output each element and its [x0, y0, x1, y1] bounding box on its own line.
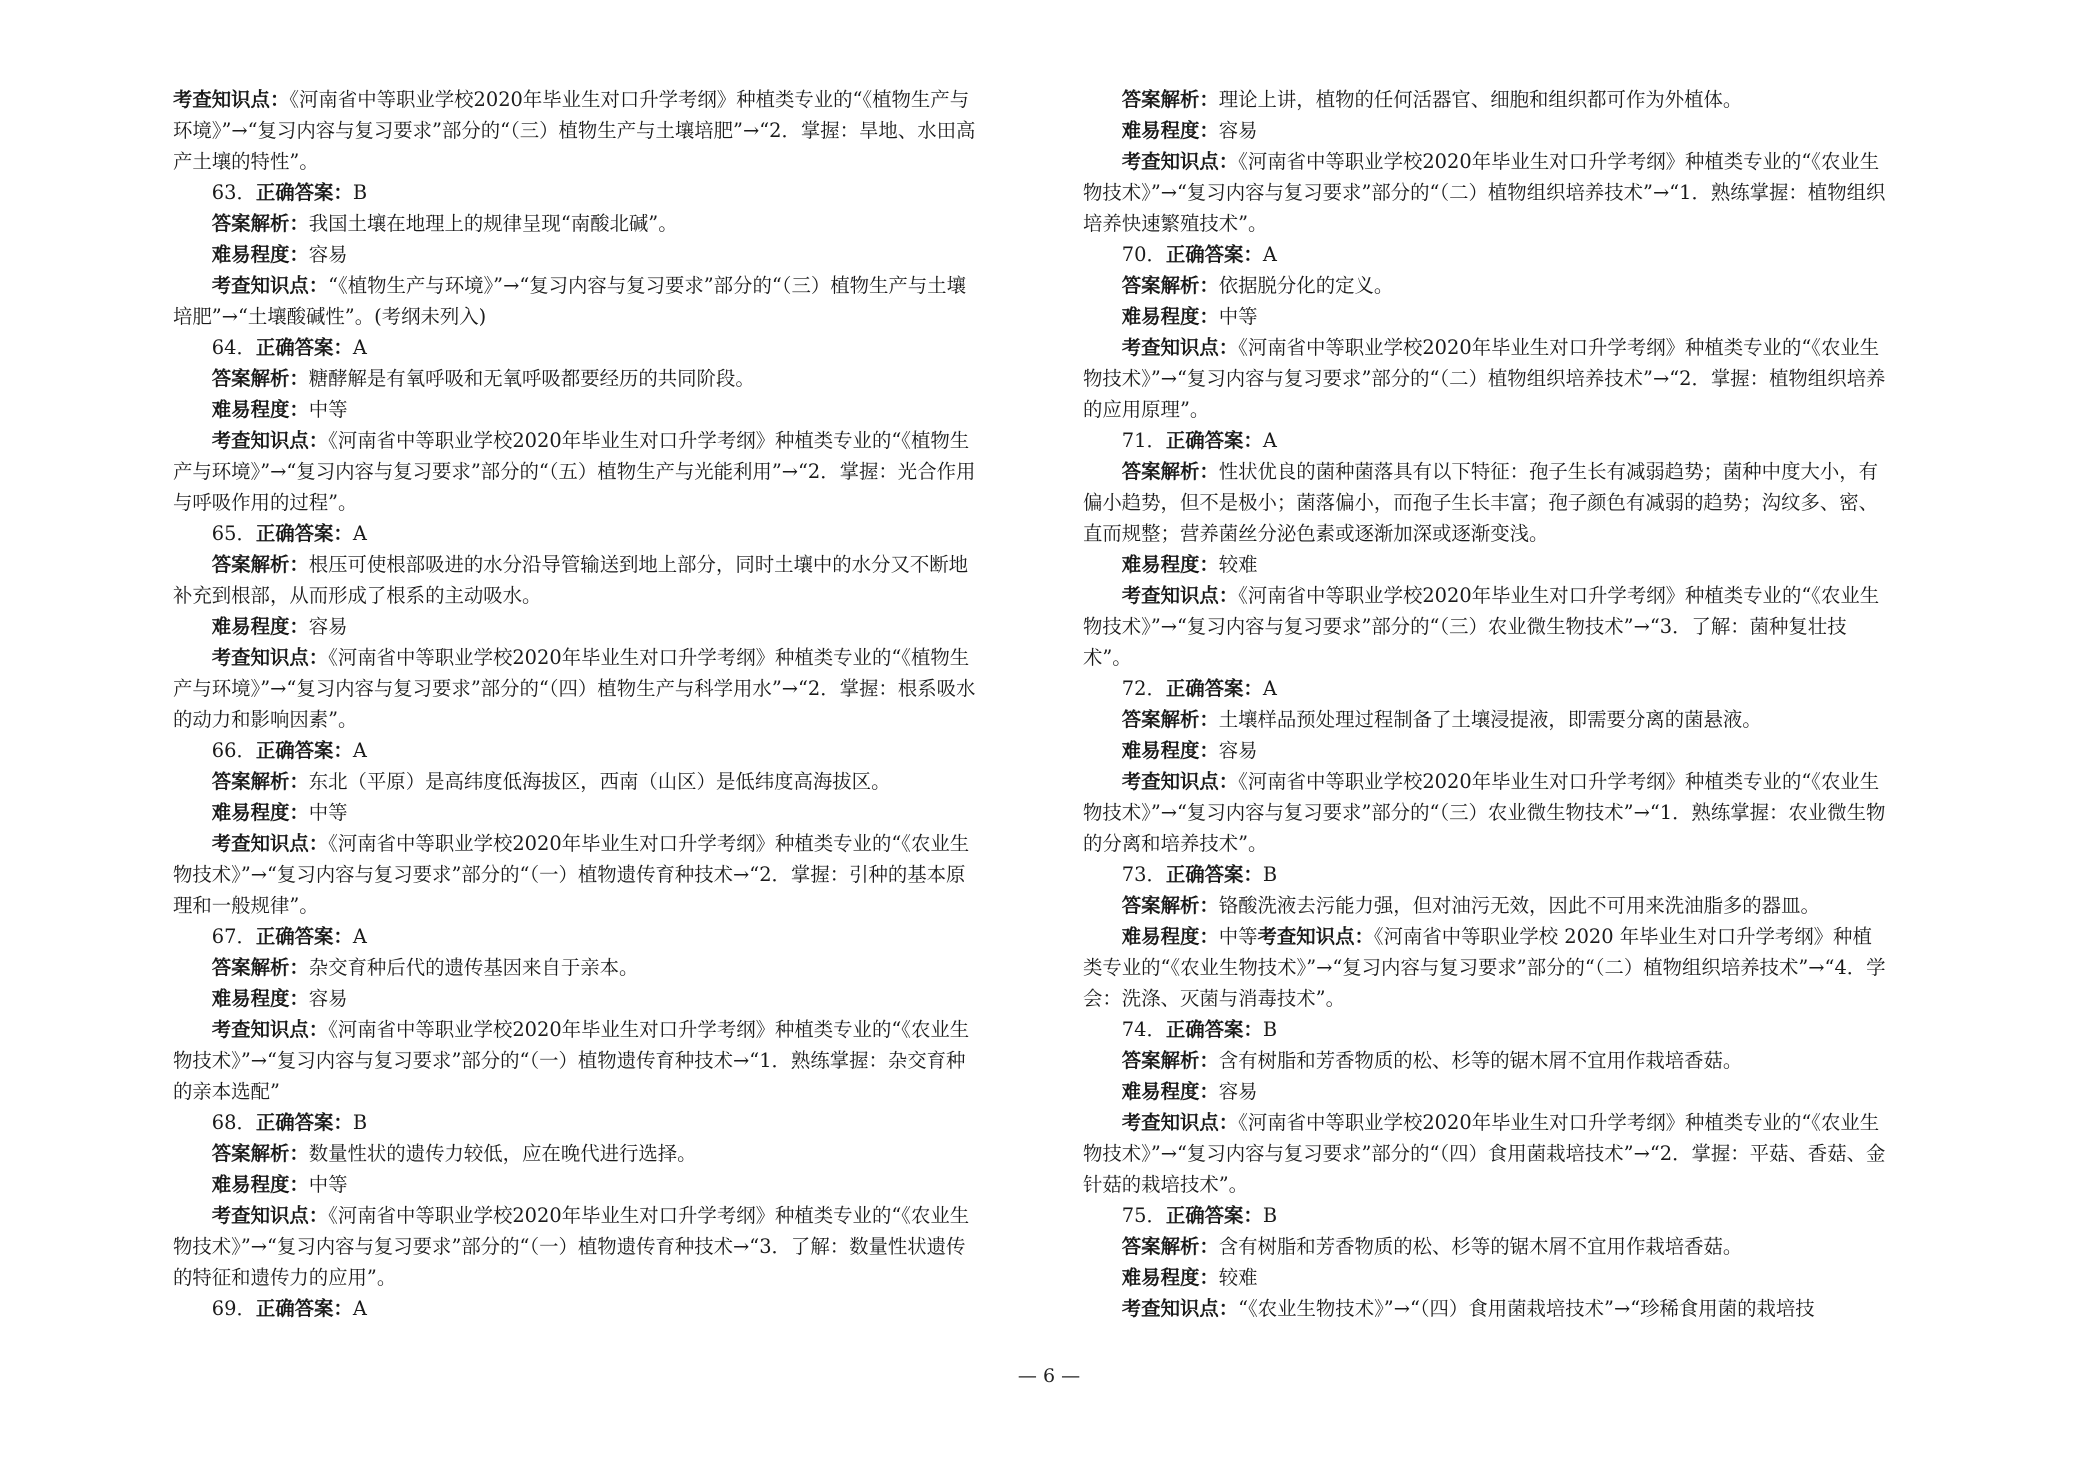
- answer-paragraph: [1083, 735, 1891, 766]
- field-text: 中等: [308, 398, 348, 421]
- question-number: 63．: [211, 181, 256, 204]
- field-text: 土壤样品预处理过程制备了土壤浸提液，即需要分离的菌悬液。: [1218, 708, 1762, 731]
- field-text: 较难: [1218, 553, 1258, 576]
- field-text: 《河南省中等职业学校2020年毕业生对口升学考纲》种植类专业的“《农业生物技术》”→“复习内容与复习要求”部分的“（三）农业微生物技术”→“3．了解：菌种复壮技术”。: [1083, 584, 1880, 669]
- question-number: 66．: [211, 739, 256, 762]
- question-number: 65．: [211, 522, 256, 545]
- answer-paragraph: [1083, 921, 1891, 1014]
- field-label: 考查知识点：: [211, 429, 329, 452]
- field-text: B: [1262, 863, 1278, 886]
- field-label: 答案解析：: [1121, 88, 1219, 111]
- question-number: 75．: [1121, 1204, 1166, 1227]
- field-label: 正确答案：: [1165, 677, 1263, 700]
- answer-paragraph: [173, 828, 981, 921]
- field-text: 中等: [1218, 305, 1258, 328]
- field-text: B: [352, 1111, 368, 1134]
- answer-heading: [1083, 1014, 1891, 1045]
- field-text: 含有树脂和芳香物质的松、杉等的锯木屑不宜用作栽培香菇。: [1218, 1049, 1743, 1072]
- field-text: 容易: [1218, 119, 1258, 142]
- field-text: 根压可使根部吸进的水分沿导管输送到地上部分，同时土壤中的水分又不断地补充到根部，从而形成了根系的主动吸水。: [173, 553, 969, 607]
- answer-paragraph: [1083, 1262, 1891, 1293]
- field-label: 难易程度：: [211, 801, 309, 824]
- answer-paragraph: [173, 394, 981, 425]
- answer-paragraph: [173, 84, 981, 177]
- answer-heading: [173, 921, 981, 952]
- field-text: “《植物生产与环境》”→“复习内容与复习要求”部分的“（三）植物生产与土壤培肥”→“土壤酸碱性”。(考纲未列入): [173, 274, 966, 328]
- question-number: 68．: [211, 1111, 256, 1134]
- field-text: 中等: [308, 1173, 348, 1196]
- answer-heading: [1083, 859, 1891, 890]
- field-text: 《河南省中等职业学校2020年毕业生对口升学考纲》种植类专业的“《农业生物技术》”→“复习内容与复习要求”部分的“（三）农业微生物技术”→“1．熟练掌握：农业微生物的分离和培养技术”。: [1083, 770, 1886, 855]
- field-label: 答案解析：: [211, 553, 309, 576]
- page-number: — 6 —: [1017, 1365, 1081, 1387]
- field-text: A: [352, 1297, 367, 1320]
- answer-paragraph: [173, 1014, 981, 1107]
- field-text: A: [352, 336, 367, 359]
- field-label: 答案解析：: [211, 956, 309, 979]
- field-label: 难易程度：: [1121, 1080, 1219, 1103]
- answer-paragraph: [1083, 1231, 1891, 1262]
- answer-paragraph: [1083, 301, 1891, 332]
- answer-paragraph: [1083, 1076, 1891, 1107]
- answer-heading: [1083, 425, 1891, 456]
- field-text: 《河南省中等职业学校2020年毕业生对口升学考纲》种植类专业的“《植物生产与环境》”→“复习内容与复习要求”部分的“（四）植物生产与科学用水”→“2．掌握：根系吸水的动力和影响因素”。: [173, 646, 976, 731]
- field-label: 难易程度：: [211, 243, 309, 266]
- field-text: 东北（平原）是高纬度低海拔区，西南（山区）是低纬度高海拔区。: [308, 770, 891, 793]
- field-label: 答案解析：: [211, 212, 309, 235]
- question-number: 73．: [1121, 863, 1166, 886]
- question-number: 67．: [211, 925, 256, 948]
- field-label: 考查知识点：: [211, 1204, 329, 1227]
- field-label: 考查知识点：: [1121, 770, 1239, 793]
- answer-paragraph: [1083, 766, 1891, 859]
- field-label: 答案解析：: [1121, 894, 1219, 917]
- field-label: 考查知识点：: [1257, 925, 1374, 948]
- question-number: 69．: [211, 1297, 256, 1320]
- field-text: 《河南省中等职业学校2020年毕业生对口升学考纲》种植类专业的“《植物生产与环境》”→“复习内容与复习要求”部分的“（五）植物生产与光能利用”→“2．掌握：光合作用与呼吸作用的过程”。: [173, 429, 976, 514]
- field-label: 答案解析：: [1121, 274, 1219, 297]
- field-label: 难易程度：: [211, 615, 309, 638]
- field-text: 《河南省中等职业学校2020年毕业生对口升学考纲》种植类专业的“《农业生物技术》”→“复习内容与复习要求”部分的“（一）植物遗传育种技术→“3．了解：数量性状遗传的特征和遗传力的应用”。: [173, 1204, 970, 1289]
- answer-paragraph: [173, 611, 981, 642]
- field-text: 容易: [308, 987, 348, 1010]
- answer-heading: [173, 518, 981, 549]
- field-text: 中等: [308, 801, 348, 824]
- field-label: 考查知识点：: [211, 832, 329, 855]
- answer-paragraph: [1083, 580, 1891, 673]
- answer-paragraph: [173, 1138, 981, 1169]
- field-label: 考查知识点：: [211, 646, 329, 669]
- field-label: 正确答案：: [255, 1111, 353, 1134]
- field-text: 较难: [1218, 1266, 1258, 1289]
- field-label: 答案解析：: [211, 367, 309, 390]
- question-number: 72．: [1121, 677, 1166, 700]
- field-label: 难易程度：: [1121, 119, 1219, 142]
- field-text: 《河南省中等职业学校2020年毕业生对口升学考纲》种植类专业的“《农业生物技术》”→“复习内容与复习要求”部分的“（二）植物组织培养技术”→“2．掌握：植物组织培养的应用原理”。: [1083, 336, 1886, 421]
- field-label: 正确答案：: [1165, 243, 1263, 266]
- answer-paragraph: [173, 363, 981, 394]
- field-text: A: [1262, 243, 1277, 266]
- answer-heading: [173, 1293, 981, 1324]
- answer-paragraph: [1083, 704, 1891, 735]
- field-text: 杂交育种后代的遗传基因来自于亲本。: [308, 956, 639, 979]
- answer-paragraph: [1083, 146, 1891, 239]
- answer-heading: [1083, 673, 1891, 704]
- field-label: 考查知识点：: [211, 274, 329, 297]
- field-label: 正确答案：: [255, 1297, 353, 1320]
- field-label: 考查知识点：: [1121, 1111, 1239, 1134]
- left-column: [173, 84, 981, 1324]
- field-label: 答案解析：: [211, 1142, 309, 1165]
- field-label: 难易程度：: [211, 398, 309, 421]
- field-text: 依据脱分化的定义。: [1218, 274, 1394, 297]
- answer-paragraph: [173, 549, 981, 611]
- field-text: 《河南省中等职业学校2020年毕业生对口升学考纲》种植类专业的“《农业生物技术》”→“复习内容与复习要求”部分的“（四）食用菌栽培技术”→“2．掌握：平菇、香菇、金针菇的栽培技术”。: [1083, 1111, 1886, 1196]
- field-text: 容易: [308, 243, 348, 266]
- answer-paragraph: [173, 270, 981, 332]
- field-text: A: [1262, 429, 1277, 452]
- field-text: 我国土壤在地理上的规律呈现“南酸北碱”。: [308, 212, 678, 235]
- field-label: 考查知识点：: [1121, 584, 1239, 607]
- answer-paragraph: [173, 797, 981, 828]
- answer-heading: [173, 177, 981, 208]
- field-text: 含有树脂和芳香物质的松、杉等的锯木屑不宜用作栽培香菇。: [1218, 1235, 1743, 1258]
- field-label: 正确答案：: [1165, 1204, 1263, 1227]
- field-text: A: [352, 739, 367, 762]
- answer-paragraph: [1083, 1107, 1891, 1200]
- field-label: 考查知识点：: [1121, 150, 1239, 173]
- field-label: 正确答案：: [255, 336, 353, 359]
- field-text: A: [1262, 677, 1277, 700]
- field-text: 数量性状的遗传力较低，应在晚代进行选择。: [308, 1142, 697, 1165]
- field-label: 正确答案：: [255, 925, 353, 948]
- field-text: 糖酵解是有氧呼吸和无氧呼吸都要经历的共同阶段。: [308, 367, 755, 390]
- field-text: B: [1262, 1018, 1278, 1041]
- answer-paragraph: [1083, 1045, 1891, 1076]
- field-text: 铬酸洗液去污能力强，但对油污无效，因此不可用来洗油脂多的器皿。: [1218, 894, 1820, 917]
- field-text: 《河南省中等职业学校2020年毕业生对口升学考纲》种植类专业的“《农业生物技术》”→“复习内容与复习要求”部分的“（一）植物遗传育种技术→“2．掌握：引种的基本原理和一般规律”。: [173, 832, 970, 917]
- answer-paragraph: [173, 1169, 981, 1200]
- field-text: A: [352, 522, 367, 545]
- answer-paragraph: [173, 952, 981, 983]
- field-label: 正确答案：: [1165, 429, 1263, 452]
- field-text: 容易: [1218, 739, 1258, 762]
- field-text: 《河南省中等职业学校2020年毕业生对口升学考纲》种植类专业的“《农业生物技术》”→“复习内容与复习要求”部分的“（一）植物遗传育种技术→“1．熟练掌握：杂交育种的亲本选配”: [173, 1018, 970, 1103]
- field-label: 难易程度：: [211, 987, 309, 1010]
- field-label: 难易程度：: [211, 1173, 309, 1196]
- field-label: 正确答案：: [1165, 1018, 1263, 1041]
- field-label: 正确答案：: [255, 739, 353, 762]
- question-number: 74．: [1121, 1018, 1166, 1041]
- field-label: 正确答案：: [1165, 863, 1263, 886]
- field-label: 考查知识点：: [211, 1018, 329, 1041]
- answer-paragraph: [173, 1200, 981, 1293]
- answer-paragraph: [1083, 115, 1891, 146]
- field-text: 容易: [308, 615, 348, 638]
- answer-paragraph: [173, 983, 981, 1014]
- field-text: 理论上讲，植物的任何活器官、细胞和组织都可作为外植体。: [1218, 88, 1743, 111]
- field-label: 答案解析：: [1121, 1049, 1219, 1072]
- field-text: B: [1262, 1204, 1278, 1227]
- field-text: 容易: [1218, 1080, 1258, 1103]
- field-label: 答案解析：: [1121, 708, 1219, 731]
- right-column: [1083, 84, 1891, 1324]
- field-label: 难易程度：: [1121, 1266, 1219, 1289]
- answer-paragraph: [173, 239, 981, 270]
- question-number: 71．: [1121, 429, 1166, 452]
- field-label: 正确答案：: [255, 522, 353, 545]
- field-label: 答案解析：: [1121, 460, 1219, 483]
- answer-paragraph: [1083, 332, 1891, 425]
- answer-heading: [173, 735, 981, 766]
- field-text: 《河南省中等职业学校 2020 年毕业生对口升学考纲》种植类专业的“《农业生物技术》”→“复习内容与复习要求”部分的“（二）植物组织培养技术”→“4．学会：洗涤、灭菌与消毒技术”。: [1083, 925, 1886, 1010]
- answer-heading: [1083, 1200, 1891, 1231]
- answer-paragraph: [1083, 270, 1891, 301]
- field-text: 《河南省中等职业学校2020年毕业生对口升学考纲》种植类专业的“《农业生物技术》”→“复习内容与复习要求”部分的“（二）植物组织培养技术”→“1．熟练掌握：植物组织培养快速繁殖技术”。: [1083, 150, 1886, 235]
- answer-paragraph: [1083, 549, 1891, 580]
- field-label: 难易程度：: [1121, 305, 1219, 328]
- field-label: 正确答案：: [255, 181, 353, 204]
- field-label: 难易程度：: [1121, 925, 1219, 948]
- field-label: 难易程度：: [1121, 553, 1219, 576]
- field-text: 中等: [1218, 925, 1258, 948]
- answer-heading: [173, 1107, 981, 1138]
- field-label: 考查知识点：: [1121, 336, 1239, 359]
- answer-heading: [173, 332, 981, 363]
- field-text: A: [352, 925, 367, 948]
- field-text: B: [352, 181, 368, 204]
- field-label: 答案解析：: [211, 770, 309, 793]
- answer-paragraph: [1083, 890, 1891, 921]
- answer-paragraph: [173, 642, 981, 735]
- question-number: 64．: [211, 336, 256, 359]
- answer-paragraph: [173, 208, 981, 239]
- field-label: 考查知识点：: [1121, 1297, 1239, 1320]
- answer-paragraph: [1083, 456, 1891, 549]
- answer-paragraph: [173, 425, 981, 518]
- answer-paragraph: [173, 766, 981, 797]
- answer-paragraph: [1083, 1293, 1891, 1324]
- field-text: 《河南省中等职业学校2020年毕业生对口升学考纲》种植类专业的“《植物生产与环境》”→“复习内容与复习要求”部分的“（三）植物生产与土壤培肥”→“2．掌握：旱地、水田高产土壤的特性”。: [173, 88, 976, 173]
- field-label: 难易程度：: [1121, 739, 1219, 762]
- field-label: 考查知识点：: [173, 88, 290, 111]
- answer-heading: [1083, 239, 1891, 270]
- field-text: “《农业生物技术》”→“（四）食用菌栽培技术”→“珍稀食用菌的栽培技: [1238, 1297, 1815, 1320]
- field-text: 性状优良的菌种菌落具有以下特征：孢子生长有减弱趋势；菌种中度大小，有偏小趋势，但不是极小；菌落偏小，而孢子生长丰富；孢子颜色有减弱的趋势；沟纹多、密、直而规整；营养菌丝分泌色素或逐渐加深或逐渐变浅。: [1083, 460, 1879, 545]
- answer-paragraph: [1083, 84, 1891, 115]
- field-label: 答案解析：: [1121, 1235, 1219, 1258]
- question-number: 70．: [1121, 243, 1166, 266]
